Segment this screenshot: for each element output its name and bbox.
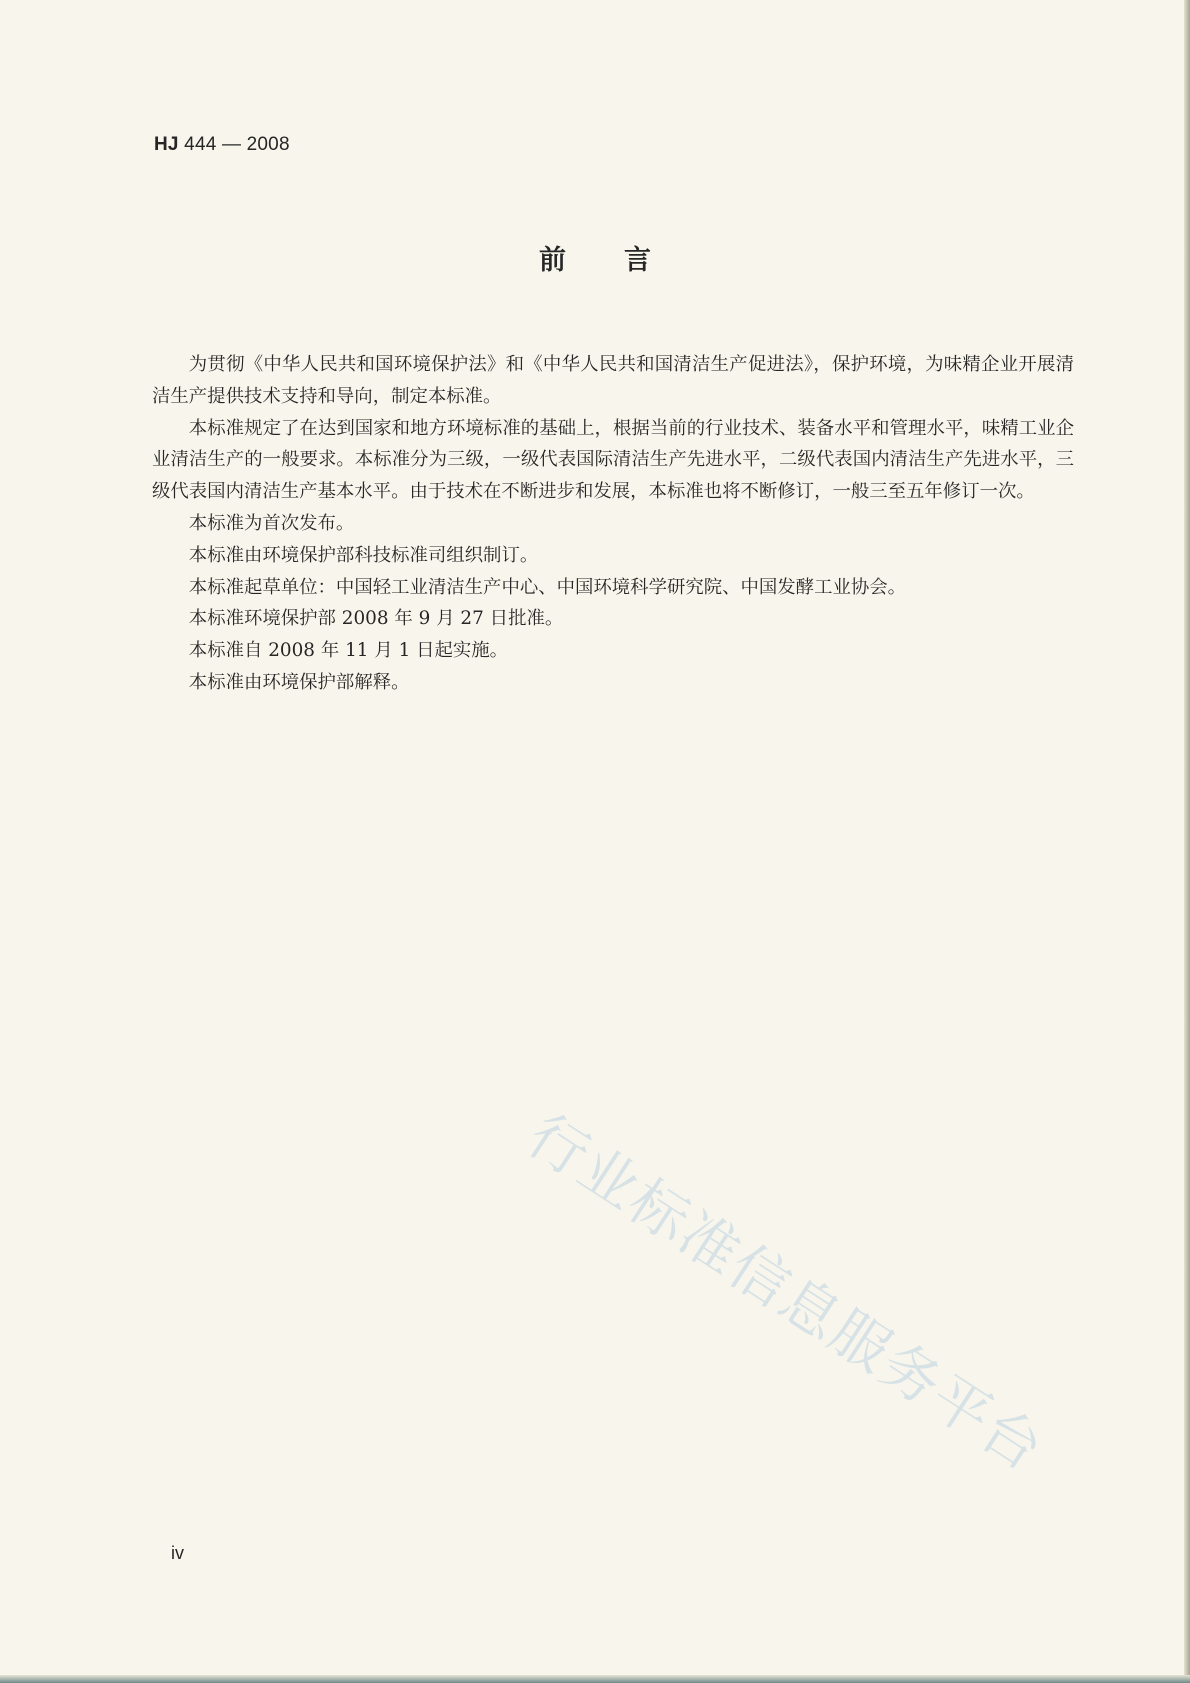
paragraph-purpose: 为贯彻《中华人民共和国环境保护法》和《中华人民共和国清洁生产促进法》，保护环境，为味精企业开展清洁生产提供技术支持和导向，制定本标准。 <box>152 354 1074 407</box>
paragraph-first-release: 本标准为首次发布。 <box>188 512 355 534</box>
paragraph-organizer: 本标准由环境保护部科技标准司组织制订。 <box>188 544 539 566</box>
paragraph-scope: 本标准规定了在达到国家和地方环境标准的基础上，根据当前的行业技术、装备水平和管理水平，味精工业企业清洁生产的一般要求。本标准分为三级，一级代表国际清洁生产先进水平，二级代表国内清洁生产先进水平，三级代表国内清洁生产基本水平。由于技术在不断进步和发展，本标准也将不断修订，一般三至五年修订一次。 <box>152 417 1074 503</box>
paragraph-approval: 本标准环境保护部 2008 年 9 月 27 日批准。 <box>188 608 564 630</box>
paragraph-interpretation: 本标准由环境保护部解释。 <box>188 671 410 693</box>
standard-code <box>154 134 290 156</box>
standard-code-number: 444 — 2008 <box>178 134 290 155</box>
page-edge-bottom <box>0 1675 1190 1683</box>
standard-code-prefix: HJ <box>154 134 179 155</box>
paragraph-effective-date: 本标准自 2008 年 11 月 1 日起实施。 <box>188 640 509 662</box>
foreword-body <box>152 349 1074 699</box>
watermark: 行业标准信息服务平台 <box>515 1100 1057 1485</box>
page-number: iv <box>171 1543 184 1563</box>
paragraph-drafters: 本标准起草单位：中国轻工业清洁生产中心、中国环境科学研究院、中国发酵工业协会。 <box>188 576 907 598</box>
page-title: 前言 <box>539 245 709 276</box>
